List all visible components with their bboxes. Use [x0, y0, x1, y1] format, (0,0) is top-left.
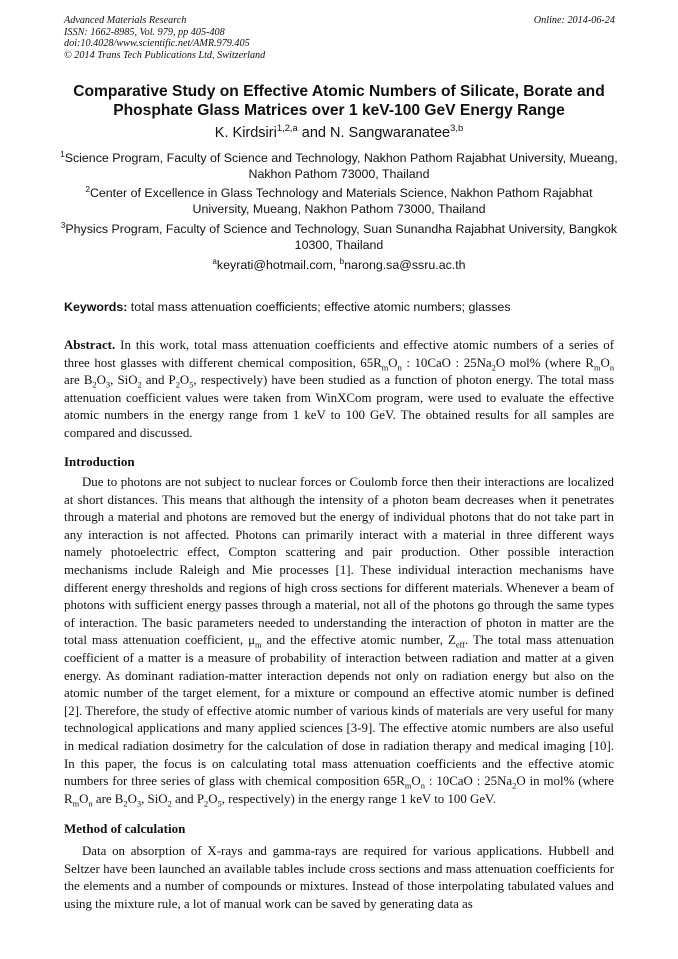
subscript: m: [255, 640, 262, 650]
body-text: , SiO: [141, 791, 168, 806]
email-mark: b: [339, 256, 345, 266]
subscript: m: [593, 363, 601, 373]
abstract-text: O mol% (where R: [495, 355, 594, 370]
online-date: Online: 2014-06-24: [533, 15, 615, 26]
affiliation-text: Physics Program, Faculty of Science and Technology, Suan Sunandha Rajabhat University, Bangkok 10300, Thailand: [65, 222, 618, 252]
abstract-text: : 10CaO : 25Na: [401, 355, 492, 370]
subscript: m: [404, 781, 412, 791]
email-link[interactable]: keyrati@hotmail.com: [216, 258, 333, 272]
subscript: 2: [123, 799, 128, 809]
abstract-text: , respectively) have been studied as a function of photon energy. The total mass attenuation coefficient values were taken from WinXCom program, were used to evaluate the effective atomic numbers in the energy range from 1 keV to 100 GeV. The obtained results for all samples are compared and discussed.: [64, 373, 615, 440]
introduction-paragraph: [64, 474, 614, 808]
method-paragraph: Data on absorption of X-rays and gamma-rays are required for various applications. Hubbell and Seltzer have been launched an available tables include cross sections and mass attenuation coefficients for the elements and a number of compounds or mixtures. Instead of those interpolating tabulated values and using the mixture rule, a lot of manual work can be saved by generating data as: [64, 844, 614, 911]
subscript: 2: [491, 363, 496, 373]
body-text: and P: [171, 791, 205, 806]
paper-title: Comparative Study on Effective Atomic Numbers of Silicate, Borate and Phosphate Glass Matrices over 1 keV-100 GeV Energy Range: [73, 83, 605, 119]
subscript: 3: [136, 799, 142, 809]
subscript: eff: [455, 640, 465, 650]
email-mark: a: [212, 256, 217, 266]
author-conjunction: and: [297, 125, 331, 141]
affiliation-text: Science Program, Faculty of Science and Technology, Nakhon Pathom Rajabhat University, Mueang, Nakhon Pathom 73000, Thailand: [64, 151, 618, 181]
author-name: K. Kirdsiri: [214, 125, 277, 141]
body-text: Due to photons are not subject to nuclear forces or Coulomb force then their interactions are localized at short distances. This means that although the intensity of a photon beam decreases when it penetrates through a material and photons are removed but the energy of individual photons that do not take part in any interaction is not affected. Photons can primarily interact with a material in three different ways namely photoelectric effect, Compton scattering and pair production. Other possible interaction mechanisms include Raleigh and Mie processes [1]. These individual interaction mechanisms have different energy thresholds and regions of high cross sections for different materials. Whenever a beam of photons with sufficient energy passes through a material, not all of the photons go through the same types of interaction. The basic parameters needed to understanding the interaction of photon in matter are the total mass attenuation coefficient,: [64, 475, 614, 648]
author-emails: [40, 258, 638, 272]
doi[interactable]: doi:10.4028/www.scientific.net/AMR.979.405: [64, 38, 250, 50]
abstract-text: and P: [141, 373, 176, 388]
affiliation-number: 2: [85, 184, 90, 194]
body-text: : 10CaO : 25Na: [424, 774, 513, 789]
body-text: are B: [92, 791, 124, 806]
body-text: . The total mass attenuation coefficient of a matter is a measure of probability of interaction between radiation and matter at a given energy. As dominant radiation-matter interaction depends not only on radiation energy but also on the atomic number of the target element, for a mixture or compound an effective atomic number is defined [2]. Therefore, the study of effective atomic number of various kinds of materials are very useful for many technological applications and many applied sciences [3-9]. The effective atomic numbers are also useful in medical radiation dosimetry for the calculation of dose in radiation therapy and medical imaging [10]. In this paper, the focus is on calculating total mass attenuation coefficients and the effective atomic numbers for three series of glass with chemical composition 65R: [64, 633, 615, 789]
body-text: and the effective atomic number, Z: [261, 633, 456, 648]
abstract-text: , SiO: [110, 373, 138, 388]
body-text: , respectively) in the energy range 1 keV to 100 GeV.: [221, 791, 496, 806]
body-text: O: [208, 791, 218, 806]
section-heading-introduction: Introduction: [64, 454, 135, 469]
subscript: 5: [217, 799, 222, 809]
subscript: 2: [512, 781, 517, 791]
body-text: O: [411, 774, 421, 789]
subscript: m: [381, 363, 389, 373]
issn: ISSN: 1662-8985, Vol. 979, pp 405-408: [64, 26, 225, 38]
mu-symbol: μ: [248, 633, 256, 648]
email-separator: ,: [332, 258, 340, 272]
affiliation: [58, 185, 620, 217]
subscript: n: [397, 363, 402, 373]
abstract-text: O: [600, 355, 610, 370]
author-affiliation-mark: 1,2,a: [276, 122, 298, 134]
copyright: © 2014 Trans Tech Publications Ltd, Switzerland: [64, 49, 266, 61]
subscript: m: [72, 799, 80, 809]
subscript: n: [420, 781, 425, 791]
subscript: n: [88, 799, 93, 809]
body-text: O: [127, 791, 137, 806]
subscript: 5: [189, 380, 194, 390]
email-link[interactable]: narong.sa@ssru.ac.th: [344, 258, 466, 272]
abstract-text: O: [96, 373, 106, 388]
affiliation: [58, 221, 620, 253]
affiliation-number: 1: [60, 149, 65, 159]
subscript: n: [609, 363, 614, 373]
abstract-text: are B: [64, 373, 93, 388]
abstract-text: O: [179, 373, 190, 388]
keywords: [64, 300, 624, 314]
affiliation: [58, 150, 620, 182]
subscript: 2: [175, 380, 180, 390]
subscript: 2: [92, 380, 97, 390]
subscript: 2: [167, 799, 172, 809]
author-name: N. Sangwaranatee: [330, 125, 451, 141]
abstract-text: O: [388, 355, 398, 370]
keywords-label: Keywords:: [64, 300, 128, 314]
author-affiliation-mark: 3,b: [450, 122, 464, 134]
affiliation-text: Center of Excellence in Glass Technology and Materials Science, Nakhon Pathom Rajabhat University, Mueang, Nakhon Pathom 73000, Thailand: [89, 186, 593, 216]
author-list: [40, 122, 638, 141]
subscript: 2: [204, 799, 209, 809]
keywords-text: total mass attenuation coefficients; effective atomic numbers; glasses: [127, 300, 511, 314]
subscript: 2: [137, 380, 142, 390]
abstract-text: In this work, total mass attenuation coefficients and effective atomic numbers of a series of three host glasses with different chemical composition, 65R: [64, 338, 614, 370]
abstract: [64, 337, 614, 443]
journal-name: Advanced Materials Research: [64, 15, 187, 26]
affiliation-number: 3: [60, 220, 66, 230]
subscript: 3: [105, 380, 111, 390]
abstract-label: Abstract.: [64, 338, 116, 352]
section-heading-method: Method of calculation: [64, 821, 186, 836]
body-text: O: [79, 791, 89, 806]
body-text: O in mol% (where R: [64, 774, 614, 806]
